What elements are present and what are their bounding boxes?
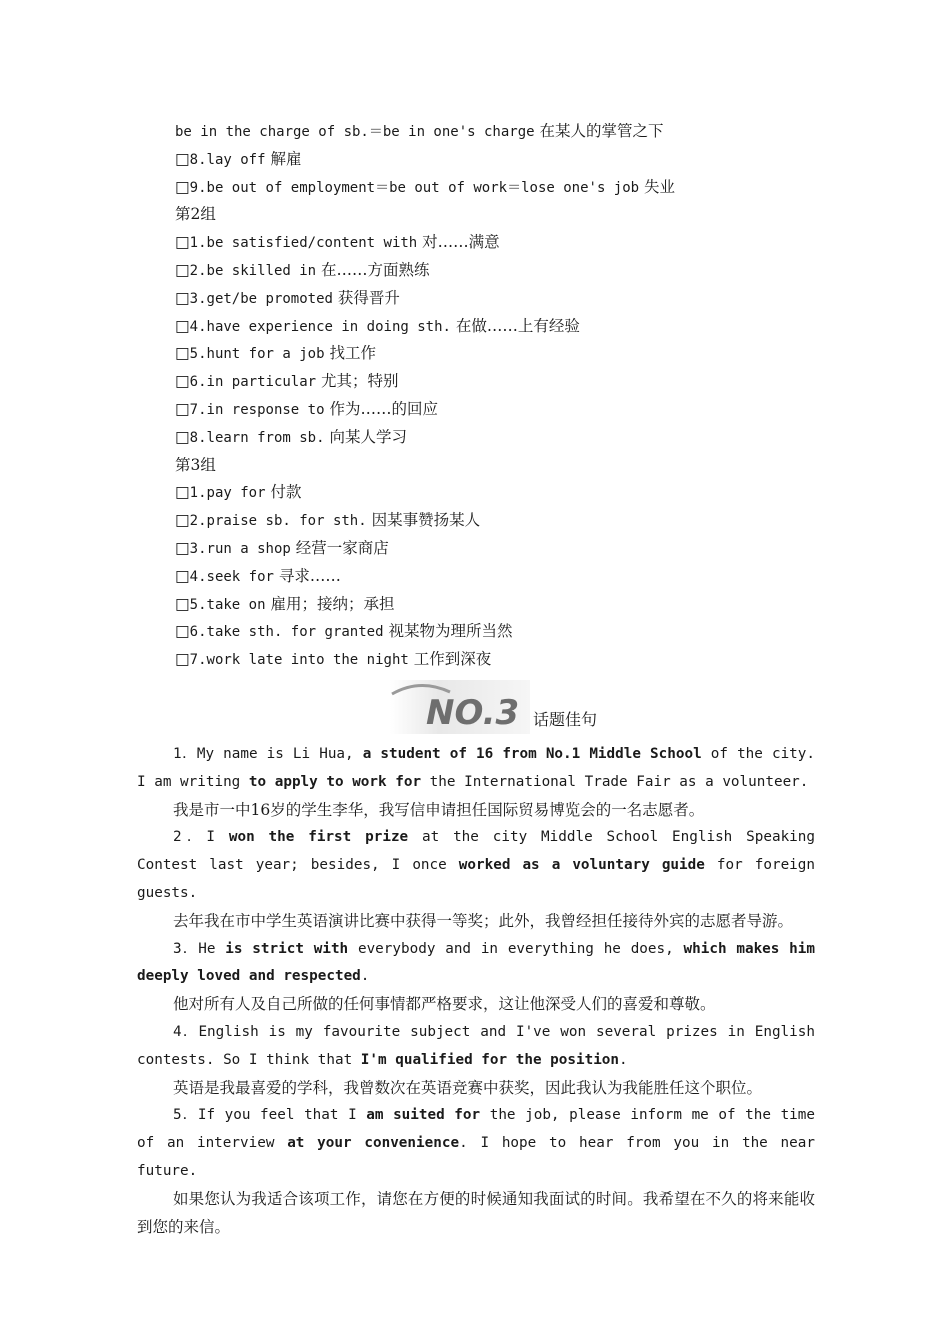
vocab-meaning: 雇用；接纳；承担 (270, 594, 395, 613)
checkbox-icon: □ (175, 316, 190, 335)
sentence-number: 5． (173, 1107, 198, 1124)
vocab-item (175, 507, 875, 535)
key-phrase: a student of 16 from No.1 Middle School (362, 746, 702, 762)
sentence-text: I (206, 829, 229, 846)
vocab-meaning: 视某物为理所当然 (388, 622, 513, 641)
vocab-meaning: 向某人学习 (329, 427, 407, 446)
vocab-meaning: 寻求…… (278, 566, 341, 585)
vocab-item (175, 396, 875, 424)
vocab-item (175, 368, 875, 396)
checkbox-icon: □ (175, 344, 190, 363)
group-3-items (175, 479, 875, 674)
vocab-number: 8. (189, 429, 207, 446)
vocab-number: 3. (189, 540, 207, 557)
vocab-phrase: take sth. for granted (206, 624, 384, 641)
vocab-meaning: 在做……上有经验 (455, 316, 580, 335)
vocab-number: 1. (189, 485, 207, 502)
vocab-phrase: be out of employment＝be out of work＝lose one's job (206, 179, 640, 196)
vocab-number: 4. (189, 568, 207, 585)
vocab-meaning: 尤其；特别 (321, 372, 399, 391)
group-3-heading: 第3组 (175, 455, 216, 474)
vocab-item (175, 424, 875, 452)
checkbox-icon: □ (175, 288, 190, 307)
vocab-number: 8. (189, 151, 207, 168)
vocab-phrase: get/be promoted (206, 290, 333, 307)
vocab-number: 2. (189, 262, 207, 279)
checkbox-icon: □ (175, 399, 190, 418)
vocab-number: 9. (189, 179, 207, 196)
sentence-english (137, 1102, 815, 1185)
vocab-meaning: 解雇 (270, 149, 302, 168)
checkbox-icon: □ (175, 260, 190, 279)
vocab-number: 5. (189, 596, 207, 613)
checkbox-icon: □ (175, 650, 190, 669)
key-phrase: I'm qualified for the position (360, 1051, 620, 1068)
svg-text:NO.3: NO.3 (426, 693, 520, 733)
sentence-text: of the city. I am writing (137, 746, 816, 790)
vocab-phrase: hunt for a job (206, 346, 325, 363)
vocab-phrase: in particular (206, 374, 317, 391)
vocab-item (175, 535, 875, 563)
sentence-english (137, 936, 815, 992)
sentence-number: 3． (173, 940, 199, 957)
vocab-meaning: 在某人的掌管之下 (539, 122, 664, 140)
vocab-phrase: praise sb. for sth. (206, 513, 367, 530)
vocab-phrase: have experience in doing sth. (206, 318, 451, 335)
vocab-phrase: take on (206, 596, 266, 613)
vocab-phrase: seek for (206, 568, 274, 585)
sentence-text: If you feel that I (197, 1107, 367, 1124)
checkbox-icon: □ (175, 594, 190, 613)
vocab-phrase: be satisfied/content with (206, 235, 418, 252)
checkbox-icon: □ (175, 372, 190, 391)
checkbox-icon: □ (175, 233, 190, 252)
sentence-text: the job, please inform me of the time of an interview (137, 1107, 815, 1152)
sentence-text: for foreign guests. (137, 857, 816, 901)
vocab-meaning: 经营一家商店 (295, 538, 389, 557)
vocab-meaning: 作为……的回应 (329, 399, 438, 418)
sentence-english (137, 824, 815, 907)
checkbox-icon: □ (175, 622, 190, 641)
key-phrase: won the first prize (228, 829, 409, 846)
checkbox-icon: □ (175, 483, 190, 502)
sentence-text: . (619, 1051, 628, 1068)
vocab-item (175, 257, 875, 285)
sentence-english (137, 1019, 815, 1075)
vocab-number: 6. (189, 624, 207, 641)
sentence-text: at the city Middle School English Speaking Contest last year; besides, I once (137, 829, 816, 874)
sentence-text: . (360, 968, 370, 985)
vocab-number: 7. (189, 401, 207, 418)
vocab-phrase: learn from sb. (206, 429, 325, 446)
group-1-items (175, 146, 875, 202)
checkbox-icon: □ (175, 177, 190, 196)
key-phrase: is strict with (225, 940, 349, 957)
vocab-item (175, 229, 875, 257)
sentence-translation: 他对所有人及自己所做的任何事情都严格要求，这让他深受人们的喜爱和尊敬。 (173, 995, 716, 1014)
checkbox-icon: □ (175, 566, 190, 585)
vocab-phrase: be skilled in (206, 262, 317, 279)
vocab-phrase: lay off (206, 151, 266, 168)
vocab-meaning: 工作到深夜 (413, 650, 492, 669)
vocab-phrase: pay for (206, 485, 266, 502)
sentence-text: English is my favourite subject and I've won several prizes in English contests. So I think that (137, 1023, 815, 1068)
vocab-item (175, 479, 875, 507)
vocab-number: 6. (189, 374, 207, 391)
vocab-number: 2. (189, 513, 207, 530)
vocab-meaning: 失业 (644, 177, 676, 196)
vocab-item (175, 646, 875, 674)
checkbox-icon: □ (175, 427, 190, 446)
key-phrase: worked as a voluntary guide (458, 857, 705, 874)
vocab-number: 3. (189, 290, 207, 307)
key-phrase: to apply to work for (248, 773, 422, 790)
no3-badge-icon (390, 680, 530, 734)
sentence-text: the International Trade Fair as a volunteer. (421, 773, 809, 790)
vocabulary-list (175, 118, 875, 674)
key-phrase: at your convenience (287, 1135, 460, 1152)
sentence-number: 4． (173, 1023, 199, 1040)
sentence-text: everybody and in everything he does, (348, 940, 684, 957)
group-2-items (175, 229, 875, 451)
sentence-translation: 去年我在市中学生英语演讲比赛中获得一等奖；此外，我曾经担任接待外宾的志愿者导游。 (173, 911, 794, 930)
vocab-meaning: 找工作 (329, 344, 376, 363)
vocab-item (175, 340, 875, 368)
vocab-item (175, 146, 875, 174)
sentence-text: He (198, 940, 226, 957)
sentence-translation: 英语是我最喜爱的学科，我曾数次在英语竞赛中获奖，因此我认为我能胜任这个职位。 (173, 1078, 763, 1097)
sentence-english (137, 741, 815, 797)
vocab-phrase: be in the charge of sb.＝be in one's charge (175, 124, 535, 140)
vocab-meaning: 在……方面熟练 (321, 260, 430, 279)
vocab-phrase: in response to (206, 401, 325, 418)
sentence-translation: 我是市一中16岁的学生李华，我写信申请担任国际贸易博览会的一名志愿者。 (173, 800, 705, 819)
vocab-item (175, 591, 875, 619)
vocab-item (175, 313, 875, 341)
vocab-phrase: run a shop (206, 540, 291, 557)
vocab-item (175, 285, 875, 313)
vocab-item (175, 174, 875, 202)
vocab-meaning: 因某事赞扬某人 (371, 511, 481, 530)
key-phrase: which makes him deeply loved and respected (137, 940, 816, 985)
sentence-text: My name is Li Hua, (196, 746, 363, 762)
vocab-meaning: 获得晋升 (337, 288, 400, 307)
sentence-text: . I hope to hear from you in the near future. (137, 1135, 815, 1179)
key-phrase: am suited for (366, 1107, 481, 1124)
sentence-translation: 如果您认为我适合该项工作，请您在方便的时候通知我面试的时间。我希望在不久的将来能收到您的来信。 (137, 1189, 815, 1236)
vocab-number: 5. (189, 346, 207, 363)
vocab-meaning: 付款 (270, 483, 302, 502)
section-title: 话题佳句 (533, 710, 598, 729)
vocab-phrase: work late into the night (206, 652, 409, 669)
checkbox-icon: □ (175, 511, 190, 530)
checkbox-icon: □ (175, 538, 190, 557)
vocab-number: 1. (189, 235, 207, 252)
section-banner (390, 680, 650, 736)
vocab-number: 4. (189, 318, 207, 335)
sentence-list (137, 741, 815, 1241)
vocab-meaning: 对……满意 (422, 233, 500, 252)
sentence-number: 1． (173, 746, 197, 762)
vocab-item (175, 618, 875, 646)
vocab-continuation (175, 118, 875, 146)
vocab-item (175, 563, 875, 591)
group-2-heading: 第2组 (175, 205, 216, 224)
vocab-number: 7. (189, 652, 207, 669)
sentence-number: 2． (173, 829, 207, 846)
checkbox-icon: □ (175, 149, 190, 168)
